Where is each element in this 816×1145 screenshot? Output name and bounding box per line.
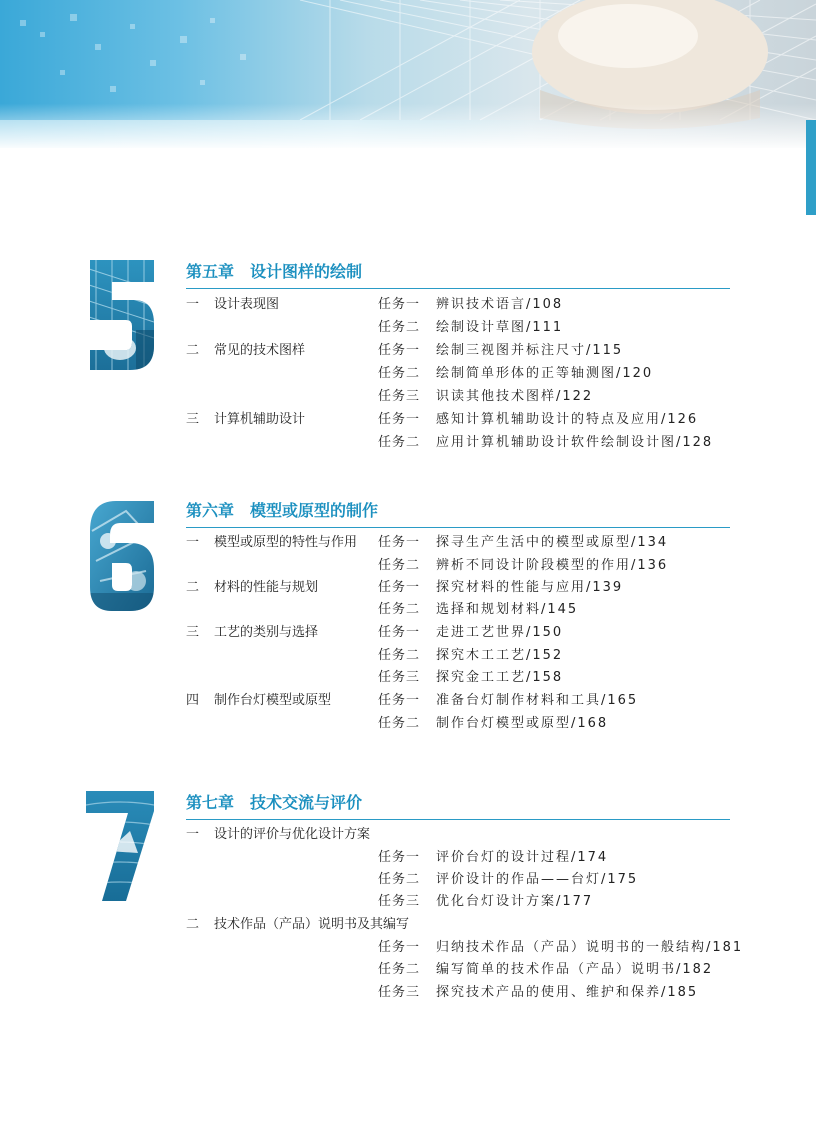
task-entry: 绘制设计草图/111 bbox=[436, 320, 564, 335]
task-label: 任务一 bbox=[378, 297, 421, 312]
task-label: 任务一 bbox=[378, 580, 421, 595]
banner-fade bbox=[0, 0, 816, 148]
task-entry: 选择和规划材料/145 bbox=[436, 602, 579, 617]
chapter-label: 第五章 bbox=[186, 262, 235, 281]
task-label: 任务二 bbox=[378, 962, 421, 977]
section-number: 二 bbox=[186, 580, 200, 595]
task-label: 任务一 bbox=[378, 625, 421, 640]
chapter-divider bbox=[186, 527, 730, 528]
task-label: 任务二 bbox=[378, 602, 421, 617]
task-label: 任务一 bbox=[378, 412, 421, 427]
task-label: 任务二 bbox=[378, 648, 421, 663]
task-entry: 归纳技术作品（产品）说明书的一般结构/181 bbox=[436, 940, 744, 955]
section-title: 技术作品（产品）说明书及其编写 bbox=[214, 917, 410, 932]
task-entry: 探究金工工艺/158 bbox=[436, 670, 564, 685]
task-label: 任务二 bbox=[378, 320, 421, 335]
chapter-number-7-image bbox=[86, 791, 154, 901]
page-edge-tab bbox=[806, 120, 816, 215]
task-entry: 评价设计的作品——台灯/175 bbox=[436, 872, 639, 887]
task-label: 任务二 bbox=[378, 366, 421, 381]
task-entry: 识读其他技术图样/122 bbox=[436, 389, 594, 404]
task-entry: 绘制三视图并标注尺寸/115 bbox=[436, 343, 624, 358]
section-title: 工艺的类别与选择 bbox=[214, 625, 319, 640]
chapter-name: 设计图样的绘制 bbox=[250, 262, 363, 281]
section-number: 四 bbox=[186, 693, 200, 708]
task-entry: 优化台灯设计方案/177 bbox=[436, 894, 594, 909]
task-entry: 准备台灯制作材料和工具/165 bbox=[436, 693, 639, 708]
task-label: 任务一 bbox=[378, 535, 421, 550]
section-title: 模型或原型的特性与作用 bbox=[214, 535, 358, 550]
task-entry: 探究材料的性能与应用/139 bbox=[436, 580, 624, 595]
task-label: 任务一 bbox=[378, 940, 421, 955]
chapter-label: 第七章 bbox=[186, 793, 235, 812]
chapter-divider bbox=[186, 288, 730, 289]
task-label: 任务一 bbox=[378, 850, 421, 865]
task-entry: 辨识技术语言/108 bbox=[436, 297, 564, 312]
chapter-number-6-image bbox=[86, 501, 154, 611]
task-entry: 走进工艺世界/150 bbox=[436, 625, 564, 640]
chapter-number-5-image bbox=[86, 260, 154, 370]
task-label: 任务一 bbox=[378, 343, 421, 358]
task-label: 任务三 bbox=[378, 985, 421, 1000]
section-number: 三 bbox=[186, 412, 200, 427]
section-title: 材料的性能与规划 bbox=[214, 580, 319, 595]
chapter-divider bbox=[186, 819, 730, 820]
section-number: 二 bbox=[186, 343, 200, 358]
task-label: 任务三 bbox=[378, 389, 421, 404]
chapter-title bbox=[186, 791, 362, 815]
section-number: 一 bbox=[186, 827, 200, 842]
section-title: 设计的评价与优化设计方案 bbox=[214, 827, 371, 842]
task-label: 任务三 bbox=[378, 894, 421, 909]
task-label: 任务二 bbox=[378, 558, 421, 573]
section-number: 三 bbox=[186, 625, 200, 640]
chapter-title bbox=[186, 260, 362, 284]
task-label: 任务一 bbox=[378, 693, 421, 708]
chapter-name: 模型或原型的制作 bbox=[250, 501, 379, 520]
chapter-name: 技术交流与评价 bbox=[250, 793, 363, 812]
section-number: 一 bbox=[186, 297, 200, 312]
header-banner bbox=[0, 0, 816, 148]
task-entry: 探寻生产生活中的模型或原型/134 bbox=[436, 535, 669, 550]
task-label: 任务二 bbox=[378, 872, 421, 887]
task-entry: 绘制简单形体的正等轴测图/120 bbox=[436, 366, 654, 381]
task-entry: 探究技术产品的使用、维护和保养/185 bbox=[436, 985, 699, 1000]
task-entry: 辨析不同设计阶段模型的作用/136 bbox=[436, 558, 669, 573]
task-entry: 探究木工工艺/152 bbox=[436, 648, 564, 663]
task-entry: 评价台灯的设计过程/174 bbox=[436, 850, 609, 865]
chapter-label: 第六章 bbox=[186, 501, 235, 520]
section-title: 设计表现图 bbox=[214, 297, 280, 312]
chapter-title bbox=[186, 499, 378, 523]
section-number: 二 bbox=[186, 917, 200, 932]
task-label: 任务二 bbox=[378, 435, 421, 450]
section-number: 一 bbox=[186, 535, 200, 550]
task-entry: 应用计算机辅助设计软件绘制设计图/128 bbox=[436, 435, 714, 450]
task-label: 任务二 bbox=[378, 716, 421, 731]
section-title: 常见的技术图样 bbox=[214, 343, 306, 358]
section-title: 计算机辅助设计 bbox=[214, 412, 306, 427]
task-entry: 编写简单的技术作品（产品）说明书/182 bbox=[436, 962, 714, 977]
task-entry: 制作台灯模型或原型/168 bbox=[436, 716, 609, 731]
section-title: 制作台灯模型或原型 bbox=[214, 693, 332, 708]
task-entry: 感知计算机辅助设计的特点及应用/126 bbox=[436, 412, 699, 427]
task-label: 任务三 bbox=[378, 670, 421, 685]
